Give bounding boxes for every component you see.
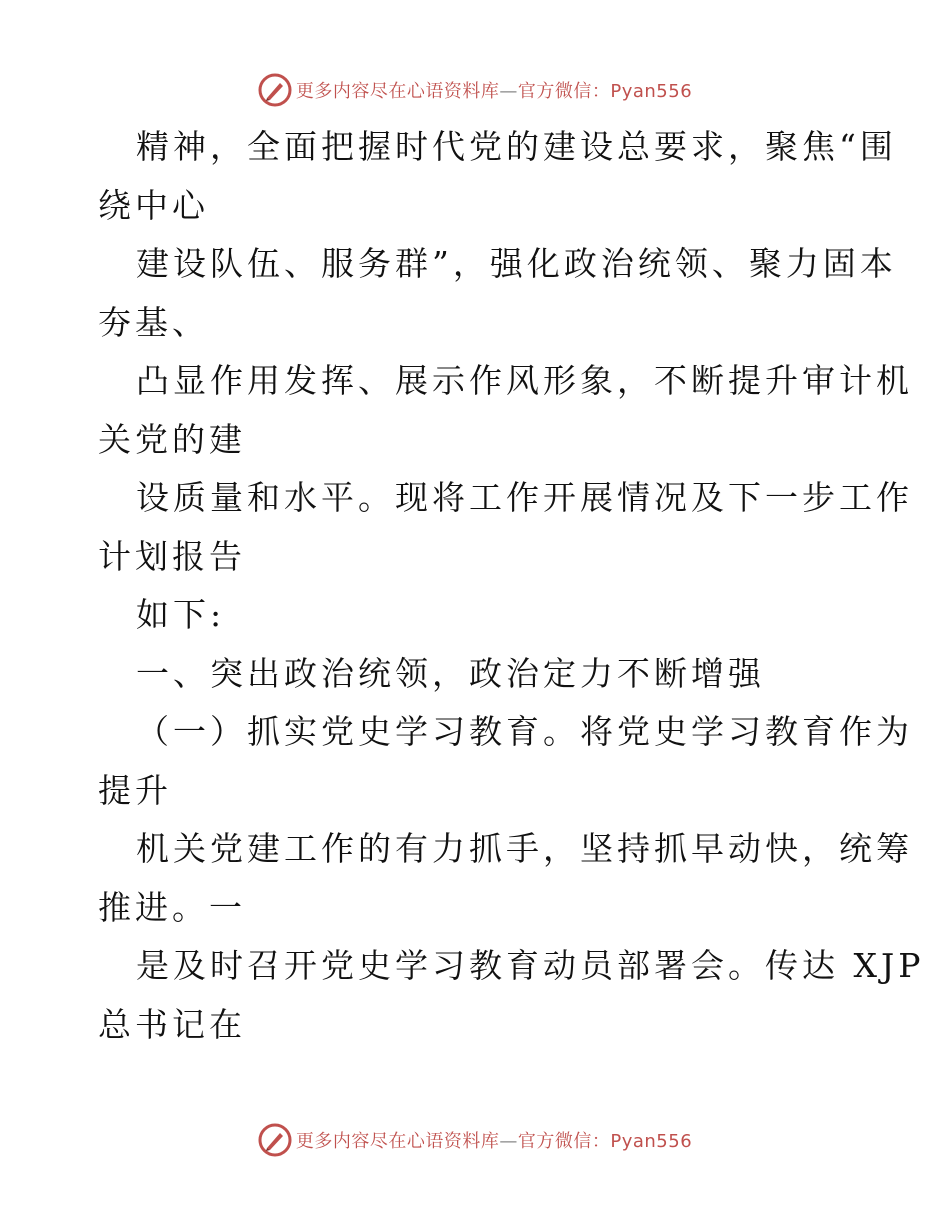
body-line: 设质量和水平。现将工作开展情况及下一步工作 [136,478,913,517]
body-line: 夯基、 [98,302,209,342]
footer-banner-wechat: 官方微信：Pyan556 [517,1131,693,1152]
body-line: 精神，全面把握时代党的建设总要求，聚焦“围 [136,127,897,166]
footer-banner-dash: — [499,1131,518,1152]
body-line: 提升 [98,770,172,810]
section-heading: 一、突出政治统领，政治定力不断增强 [136,653,765,693]
footer-banner-main: 更多内容尽在心语资料库 [295,1131,500,1152]
body-line: 绕中心 [98,185,209,225]
footer-banner-text [296,1127,692,1153]
pen-logo-icon [258,73,292,107]
pen-logo-icon [258,1123,292,1157]
body-line: 推进。一 [98,887,246,927]
body-line: 如下: [136,595,226,634]
subsection-heading: （一）抓实党史学习教育。将党史学习教育作为 [136,712,913,751]
body-line: 机关党建工作的有力抓手，坚持抓早动快，统筹 [136,829,913,868]
body-line: 总书记在 [98,1004,246,1044]
header-banner-text [296,77,692,103]
header-banner-wechat: 官方微信：Pyan556 [517,81,693,102]
header-banner-main: 更多内容尽在心语资料库 [295,81,500,102]
page-footer-banner [0,1120,950,1160]
body-line: 凸显作用发挥、展示作风形象，不断提升审计机 [136,361,913,400]
page-header-banner [0,70,950,110]
document-body [98,118,925,1054]
header-banner-dash: — [499,81,518,102]
body-line: 是及时召开党史学习教育动员部署会。传达 XJP [136,946,925,985]
body-line: 关党的建 [98,419,246,459]
body-line: 计划报告 [98,536,246,576]
body-line: 建设队伍、服务群”，强化政治统领、聚力固本 [136,244,897,283]
